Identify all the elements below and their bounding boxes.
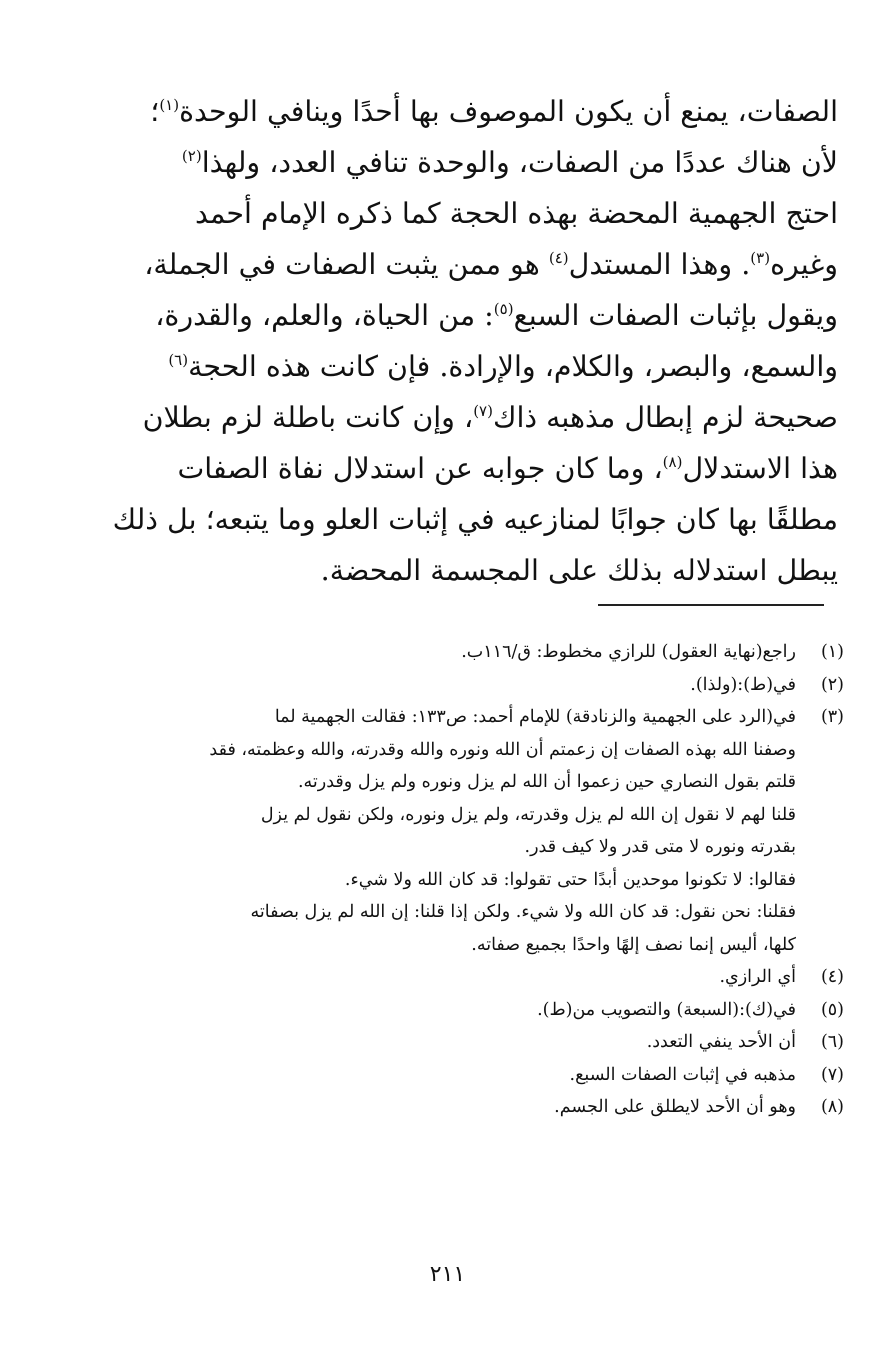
footnote-text: وصفنا الله بهذه الصفات إن زعمتم أن الله ونوره والله وقدرته، والله وعظمته، فقد xyxy=(209,739,796,760)
footnote-ref-8: (٨) xyxy=(662,453,683,471)
footnote-divider xyxy=(598,604,824,606)
main-line-5: ويقول بإثبات الصفات السبع$^{(٥)}$: من الحياة، والعلم، والقدرة، xyxy=(155,299,838,332)
footnote-text: فقالوا: لا تكونوا موحدين أبدًا حتى تقولوا: قد كان الله ولا شيء. xyxy=(344,869,796,890)
footnote-text: راجع(نهاية العقول) للرازي مخطوط: ق/١١٦ب. xyxy=(461,642,796,662)
footnote-number: (٦) xyxy=(820,1032,844,1052)
page-number: ٢١١ xyxy=(429,1262,466,1287)
main-line-2: لأن هناك عددًا من الصفات، والوحدة تنافي العدد، ولهذا$^{(٢)}$ xyxy=(181,146,838,179)
footnote-ref-3: (٣) xyxy=(750,249,771,267)
footnote-ref-6: (٦) xyxy=(168,351,189,369)
footnote-text: أن الأحد ينفي التعدد. xyxy=(646,1032,796,1052)
footnote-number: (٧) xyxy=(820,1064,844,1085)
footnote-number: (٤) xyxy=(820,967,844,987)
main-line-7: صحيحة لزم إبطال مذهبه ذاك$^{(٧)}$، وإن كانت باطلة لزم بطلان xyxy=(142,401,838,434)
footnote-text: قلنا لهم لا نقول إن الله لم يزل وقدرته، ولم يزل ونوره، ولكن نقول لم يزل xyxy=(260,804,796,825)
footnote-text: في(ط):(ولذا). xyxy=(690,674,796,695)
footnote-5 xyxy=(158,994,844,1027)
footnote-ref-4: (٤) xyxy=(548,249,569,267)
footnote-7 xyxy=(158,1059,844,1092)
footnote-4 xyxy=(158,961,844,994)
main-line-1: الصفات، يمنع أن يكون الموصوف بها أحدًا وينافي الوحدة$^{(١)}$؛ xyxy=(150,95,838,128)
footnote-2 xyxy=(158,669,844,702)
main-text-block xyxy=(112,86,838,596)
footnote-text: قلتم بقول النصاري حين زعموا أن الله لم يزل ونوره ولم يزل وقدرته. xyxy=(297,772,796,792)
footnote-text: فقلنا: نحن نقول: قد كان الله ولا شيء. ولكن إذا قلنا: إن الله لم يزل بصفاته xyxy=(250,902,796,922)
footnote-1 xyxy=(158,636,844,669)
footnote-ref-5: (٥) xyxy=(493,300,514,318)
main-line-6: والسمع، والبصر، والكلام، والإرادة. فإن كانت هذه الحجة$^{(٦)}$ xyxy=(168,350,838,383)
footnote-text: أي الرازي. xyxy=(719,967,796,987)
footnote-ref-7: (٧) xyxy=(473,402,493,420)
footnote-number: (٣) xyxy=(820,707,844,727)
footnote-text: كلها، أليس إنما نصف إلهًا واحدًا بجميع صفاته. xyxy=(471,934,796,955)
footnote-number: (٢) xyxy=(820,674,844,695)
footnote-text: في(الرد على الجهمية والزنادقة) للإمام أحمد: ص١٣٣: فقالت الجهمية لما xyxy=(274,707,796,727)
main-line-8: هذا الاستدلال$^{(٨)}$، وما كان جوابه عن استدلال نفاة الصفات xyxy=(177,452,838,485)
main-line-4: وغيره$^{(٣)}$. وهذا المستدل$^{(٤)}$ هو ممن يثبت الصفات في الجملة، xyxy=(144,248,838,281)
footnote-ref-1: (١) xyxy=(159,96,180,114)
footnote-3 xyxy=(158,701,844,961)
footnote-text: بقدرته ونوره لا متى قدر ولا كيف قدر. xyxy=(524,837,796,857)
footnote-ref-2: (٢) xyxy=(181,147,202,165)
main-line-3: احتج الجهمية المحضة بهذه الحجة كما ذكره الإمام أحمد xyxy=(195,197,838,230)
footnote-text: مذهبه في إثبات الصفات السبع. xyxy=(569,1064,796,1085)
main-line-10: يبطل استدلاله بذلك على المجسمة المحضة. xyxy=(320,554,838,587)
footnote-text: في(ك):(السبعة) والتصويب من(ط). xyxy=(537,999,796,1020)
footnote-text: وهو أن الأحد لايطلق على الجسم. xyxy=(554,1097,796,1117)
footnote-number: (١) xyxy=(820,642,844,662)
footnote-number: (٨) xyxy=(820,1097,844,1117)
footnotes-block xyxy=(158,636,844,1124)
footnote-6 xyxy=(158,1026,844,1059)
footnote-number: (٥) xyxy=(820,999,844,1020)
main-line-9: مطلقًا بها كان جوابًا لمنازعيه في إثبات العلو وما يتبعه؛ بل ذلك xyxy=(112,503,838,536)
footnote-8 xyxy=(158,1091,844,1124)
